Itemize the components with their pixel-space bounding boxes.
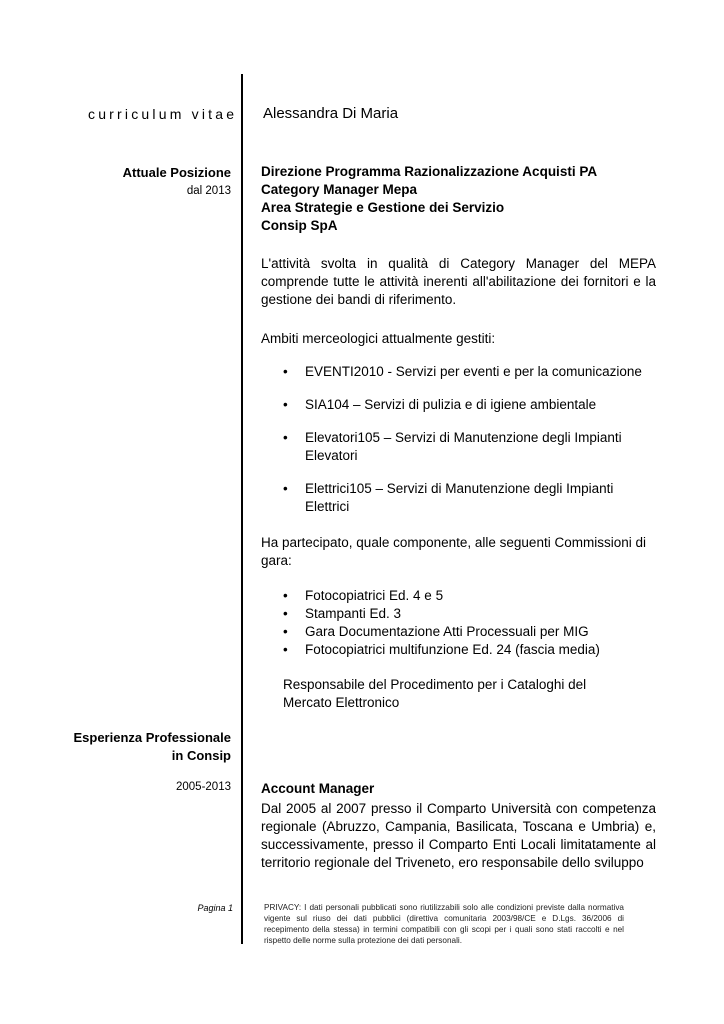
ambiti-intro: Ambiti merceologici attualmente gestiti:: [261, 331, 496, 346]
position-label: Attuale Posizione: [122, 165, 231, 180]
column-divider: [241, 74, 243, 944]
responsabile-note: Responsabile del Procedimento per i Cataloghi del Mercato Elettronico: [283, 677, 587, 710]
commissioni-list: [261, 587, 656, 659]
list-item: • EVENTI2010 - Servizi per eventi e per la comunicazione: [283, 364, 642, 379]
commissioni-intro: Ha partecipato, quale componente, alle seguenti Commissioni di gara:: [261, 535, 646, 568]
experience-label-line2: in Consip: [171, 748, 231, 763]
list-item: • Elevatori105 – Servizi di Manutenzione degli Impianti Elevatori: [283, 430, 622, 463]
position-line: Consip SpA: [261, 218, 338, 233]
cv-title: curriculum vitae: [88, 106, 238, 122]
page-number: Pagina 1: [197, 903, 233, 913]
list-item: • Elettrici105 – Servizi di Manutenzione degli Impianti Elettrici: [283, 481, 614, 514]
list-item: • Fotocopiatrici Ed. 4 e 5: [283, 588, 444, 603]
list-item: • Gara Documentazione Atti Processuali per MIG: [283, 624, 589, 639]
position-line: Direzione Programma Razionalizzazione Acquisti PA: [261, 164, 598, 179]
position-since: dal 2013: [186, 185, 231, 197]
list-item: • Stampanti Ed. 3: [283, 606, 402, 621]
position-details: [261, 163, 656, 712]
position-line: Category Manager Mepa: [261, 182, 418, 197]
list-item: • SIA104 – Servizi di pulizia e di igiene ambientale: [283, 397, 597, 412]
experience-role: Account Manager: [261, 781, 375, 796]
experience-period: 2005-2013: [176, 781, 231, 793]
ambiti-list: [261, 363, 656, 516]
position-label-block: [123, 164, 231, 197]
person-name: Alessandra Di Maria: [263, 105, 399, 122]
position-line: Area Strategie e Gestione dei Servizio: [261, 200, 505, 215]
list-item: • Fotocopiatrici multifunzione Ed. 24 (fascia media): [283, 642, 600, 657]
position-description: L'attività svolta in qualità di Category Manager del MEPA comprende tutte le attività inerenti all'abilitazione dei fornitori e la gestione dei bandi di riferimento.: [261, 256, 656, 307]
experience-description: Dal 2005 al 2007 presso il Comparto Università con competenza regionale (Abruzzo, Campania, Basilicata, Toscana e Umbria) e, successivamente, presso il Comparto Enti Locali limitatamente al territorio regionale del Triveneto, ero responsabile dello sviluppo: [261, 801, 656, 870]
experience-label-block: [73, 729, 231, 793]
experience-label: Esperienza Professionale: [73, 730, 231, 745]
experience-details: [261, 780, 656, 872]
privacy-notice: PRIVACY: I dati personali pubblicati sono riutilizzabili solo alle condizioni previste dalla normativa vigente sul riuso dei dati pubblici (direttiva comunitaria 2003/98/CE e D.Lgs. 36/2006 di recepimento della stessa) in termini compatibili con gli scopi per i quali sono stati raccolti e nel rispetto delle norme sulla protezione dei dati personali.: [264, 903, 624, 945]
